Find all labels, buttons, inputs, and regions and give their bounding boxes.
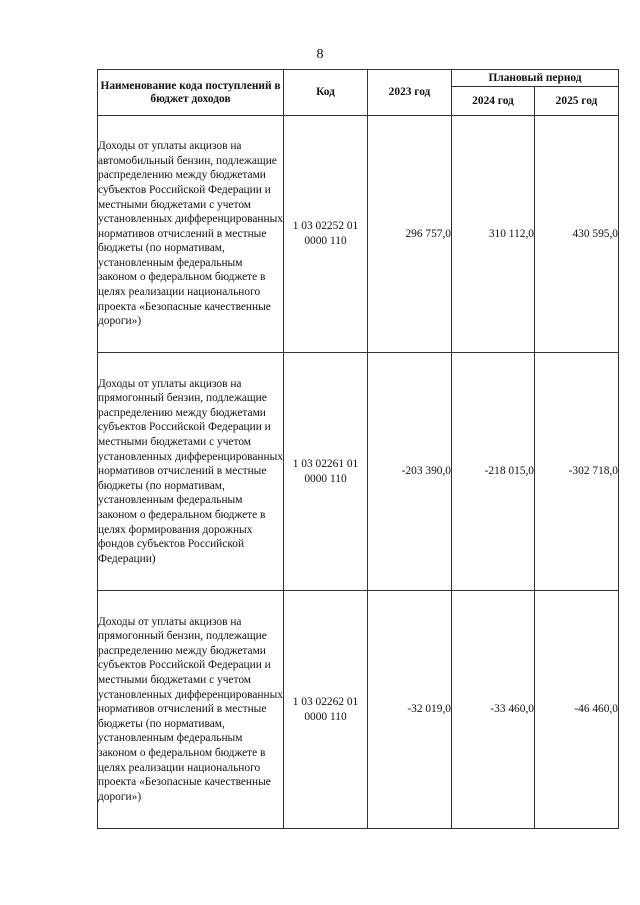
budget-revenue-table: [97, 69, 619, 829]
table-row: [98, 591, 619, 829]
value-2024-cell: -33 460,0: [452, 591, 535, 829]
column-header-name: Наименование кода поступлений в бюджет доходов: [98, 70, 284, 116]
column-header-code: Код: [284, 70, 368, 116]
value-2023-cell: -32 019,0: [368, 591, 452, 829]
value-2025-cell: -302 718,0: [535, 353, 619, 591]
revenue-code-cell: 1 03 02262 01 0000 110: [284, 591, 368, 829]
revenue-code-cell: 1 03 02252 01 0000 110: [284, 116, 368, 353]
table-row: [98, 353, 619, 591]
value-2023-cell: -203 390,0: [368, 353, 452, 591]
table-row: [98, 116, 619, 353]
revenue-name-cell: Доходы от уплаты акцизов на прямогонный бензин, подлежащие распределению между бюджетами субъектов Российской Федерации и местными бюджетами с учетом установленных дифференцированных нормативов отчислений в местные бюджеты (по нормативам, установленным федеральным законом о федеральном бюджете в целях реализации национального проекта «Безопасные качественные дороги»): [98, 591, 284, 829]
column-header-planning-period: Плановый период: [452, 70, 619, 87]
value-2025-cell: -46 460,0: [535, 591, 619, 829]
revenue-name-cell: Доходы от уплаты акцизов на автомобильный бензин, подлежащие распределению между бюджетами субъектов Российской Федерации и местными бюджетами с учетом установленных дифференцированных нормативов отчислений в местные бюджеты (по нормативам, установленным федеральным законом о федеральном бюджете в целях реализации национального проекта «Безопасные качественные дороги»): [98, 116, 284, 353]
column-header-2023: 2023 год: [368, 70, 452, 116]
value-2023-cell: 296 757,0: [368, 116, 452, 353]
column-header-2024: 2024 год: [452, 87, 535, 116]
column-header-2025: 2025 год: [535, 87, 619, 116]
value-2025-cell: 430 595,0: [535, 116, 619, 353]
page-number: 8: [316, 47, 324, 62]
revenue-code-cell: 1 03 02261 01 0000 110: [284, 353, 368, 591]
revenue-name-cell: Доходы от уплаты акцизов на прямогонный бензин, подлежащие распределению между бюджетами субъектов Российской Федерации и местными бюджетами с учетом установленных дифференцированных нормативов отчислений в местные бюджеты (по нормативам, установленным федеральным законом о федеральном бюджете в целях формирования дорожных фондов субъектов Российской Федерации): [98, 353, 284, 591]
value-2024-cell: 310 112,0: [452, 116, 535, 353]
value-2024-cell: -218 015,0: [452, 353, 535, 591]
